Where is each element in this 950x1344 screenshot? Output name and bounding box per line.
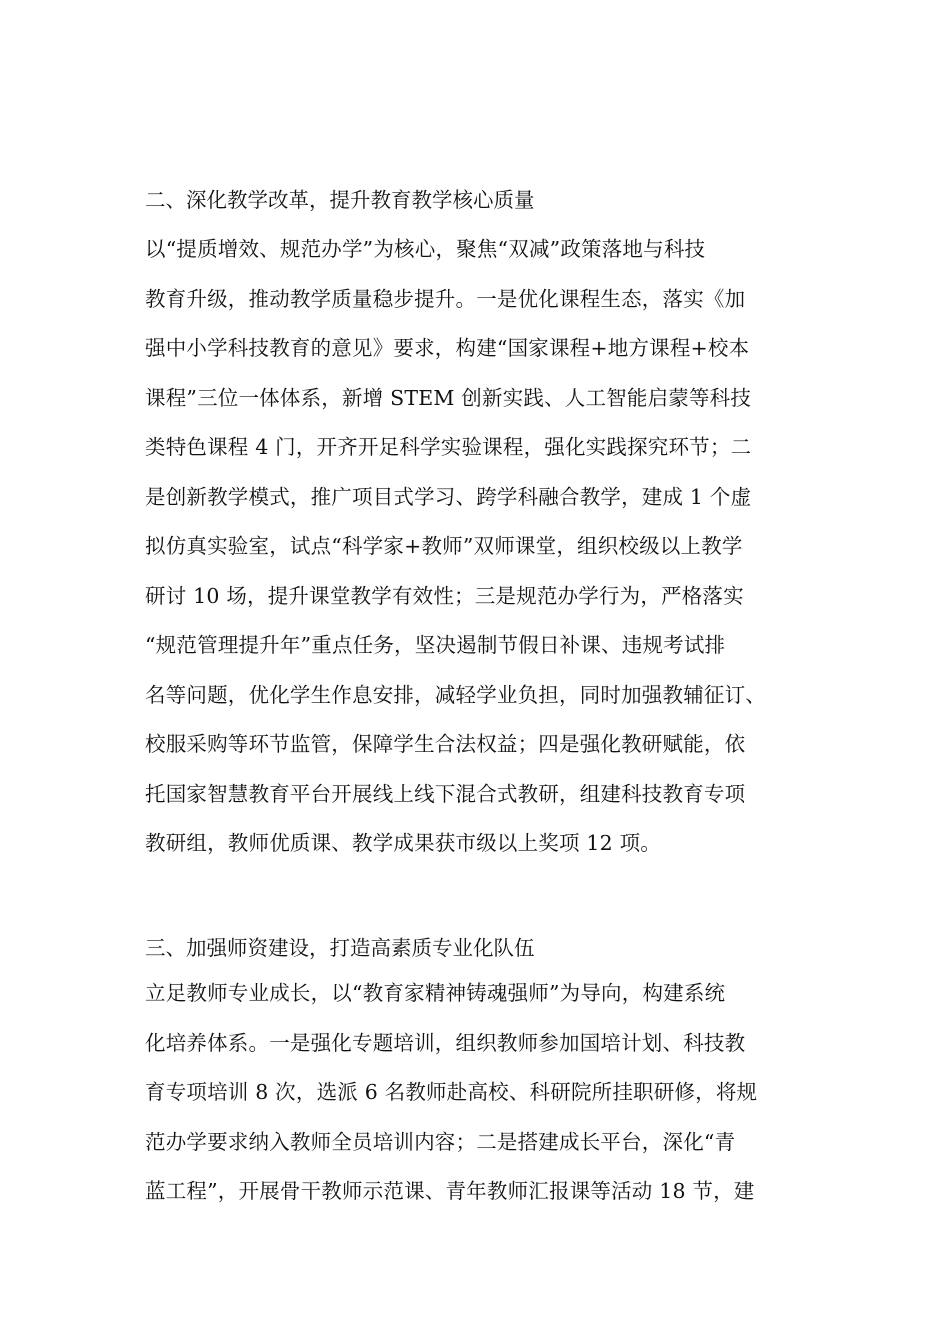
paragraph-line: 类特色课程 4 门，开齐开足科学实验课程，强化实践探究环节；二: [145, 435, 752, 459]
section-3-heading: 三、加强师资建设，打造高素质专业化队伍: [145, 936, 535, 960]
section-2: [145, 180, 825, 220]
paragraph-line: 校服采购等环节监管，保障学生合法权益；四是强化教研赋能，依: [145, 732, 746, 756]
section-2-heading: 二、深化教学改革，提升教育教学核心质量: [145, 188, 535, 212]
paragraph-line: 名等问题，优化学生作息安排，减轻学业负担，同时加强教辅征订、: [145, 682, 766, 707]
paragraph-line: 托国家智慧教育平台开展线上线下混合式教研，组建科技教育专项: [145, 781, 746, 806]
paragraph-line: 育专项培训 8 次，选派 6 名教师赴高校、科研院所挂职研修，将规: [145, 1080, 758, 1104]
paragraph-line: “规范管理提升年”重点任务，坚决遏制节假日补课、违规考试排: [145, 633, 726, 657]
paragraph-line: 拟仿真实验室，试点“科学家+教师”双师课堂，组织校级以上教学: [145, 534, 743, 558]
paragraph-line: 强中小学科技教育的意见》要求，构建“国家课程+地方课程+校本: [145, 336, 750, 360]
paragraph-line: 是创新教学模式，推广项目式学习、跨学科融合教学，建成 1 个虚: [145, 484, 752, 509]
paragraph-line: 课程”三位一体体系，新增 STEM 创新实践、人工智能启蒙等科技: [145, 385, 752, 410]
paragraph-line: 以“提质增效、规范办学”为核心，聚焦“双减”政策落地与科技: [145, 237, 706, 261]
paragraph-line: 研讨 10 场，提升课堂教学有效性；三是规范办学行为，严格落实: [145, 583, 744, 608]
paragraph-line: 教育升级，推动教学质量稳步提升。一是优化课程生态，落实《加: [145, 286, 746, 311]
paragraph-line: 化培养体系。一是强化专题培训，组织教师参加国培计划、科技教: [145, 1030, 746, 1055]
section-2-body: [145, 225, 825, 869]
paragraph-line: 立足教师专业成长，以“教育家精神铸魂强师”为导向，构建系统: [145, 981, 726, 1005]
paragraph-line: 教研组，教师优质课、教学成果获市级以上奖项 12 项。: [145, 831, 662, 855]
section-3: [145, 928, 825, 968]
paragraph-line: 蓝工程”，开展骨干教师示范课、青年教师汇报课等活动 18 节，建: [145, 1179, 755, 1203]
section-3-body: [145, 969, 825, 1217]
paragraph-line: 范办学要求纳入教师全员培训内容；二是搭建成长平台，深化“青: [145, 1129, 736, 1154]
